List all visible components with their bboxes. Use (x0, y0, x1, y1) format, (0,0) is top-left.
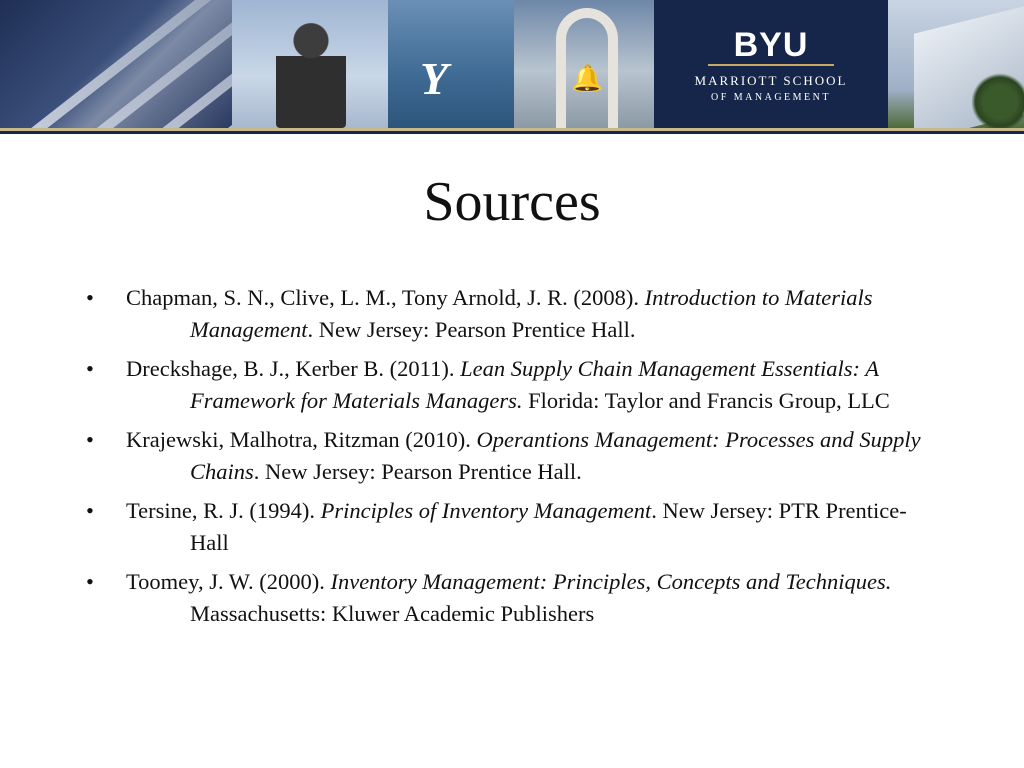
bullet-icon: • (86, 285, 94, 310)
reference-title: Inventory Management: Principles, Concepts and Techniques. (330, 569, 892, 594)
logo-divider (708, 64, 834, 66)
banner-photo-bell-arch (514, 0, 654, 128)
reference-authors: Dreckshage, B. J., Kerber B. (2011). (126, 356, 461, 381)
bullet-icon: • (86, 356, 94, 381)
reference-item (86, 282, 936, 346)
reference-title: Lean Supply Chain Management Essentials: A Framework for Materials Managers. (190, 356, 879, 413)
reference-authors: Tersine, R. J. (1994). (126, 498, 321, 523)
reference-authors: Chapman, S. N., Clive, L. M., Tony Arnold, J. R. (2008). (126, 285, 645, 310)
reference-item (86, 353, 936, 417)
bell-icon: 🔔 (571, 64, 604, 93)
y-mountain-mark: Y (420, 53, 449, 104)
banner-photo-modern-building (888, 0, 1024, 128)
reference-item (86, 495, 936, 559)
reference-publisher: . New Jersey: Pearson Prentice Hall. (307, 317, 636, 342)
banner-navy-rule (0, 131, 1024, 134)
slide-title: Sources (423, 171, 601, 233)
logo-management-text: OF MANAGEMENT (711, 92, 831, 103)
statue-image (276, 16, 346, 128)
reference-title: Operantions Management: Processes and Supply Chains (190, 427, 921, 484)
reference-publisher: . New Jersey: PTR Prentice-Hall (190, 498, 907, 555)
sources-list (86, 282, 936, 637)
banner-photo-mountain-y (388, 0, 514, 128)
header-banner (0, 0, 1024, 128)
logo-byu-text: BYU (733, 26, 809, 64)
reference-publisher: Florida: Taylor and Francis Group, LLC (522, 388, 890, 413)
reference-publisher: Massachusetts: Kluwer Academic Publishers (190, 601, 595, 626)
tree-image (972, 72, 1024, 128)
reference-title: Introduction to Materials Management (190, 285, 873, 342)
reference-item (86, 424, 936, 488)
reference-item (86, 566, 936, 630)
banner-photo-statue (232, 0, 388, 128)
logo-school-text: MARRIOTT SCHOOL (694, 73, 848, 88)
reference-publisher: . New Jersey: Pearson Prentice Hall. (253, 459, 582, 484)
banner-photo-building-glass (0, 0, 232, 128)
reference-title: Principles of Inventory Management (320, 498, 652, 523)
byu-marriott-logo (654, 0, 888, 128)
bullet-icon: • (86, 569, 94, 594)
reference-authors: Toomey, J. W. (2000). (126, 569, 331, 594)
bullet-icon: • (86, 498, 94, 523)
bullet-icon: • (86, 427, 94, 452)
reference-authors: Krajewski, Malhotra, Ritzman (2010). (126, 427, 477, 452)
